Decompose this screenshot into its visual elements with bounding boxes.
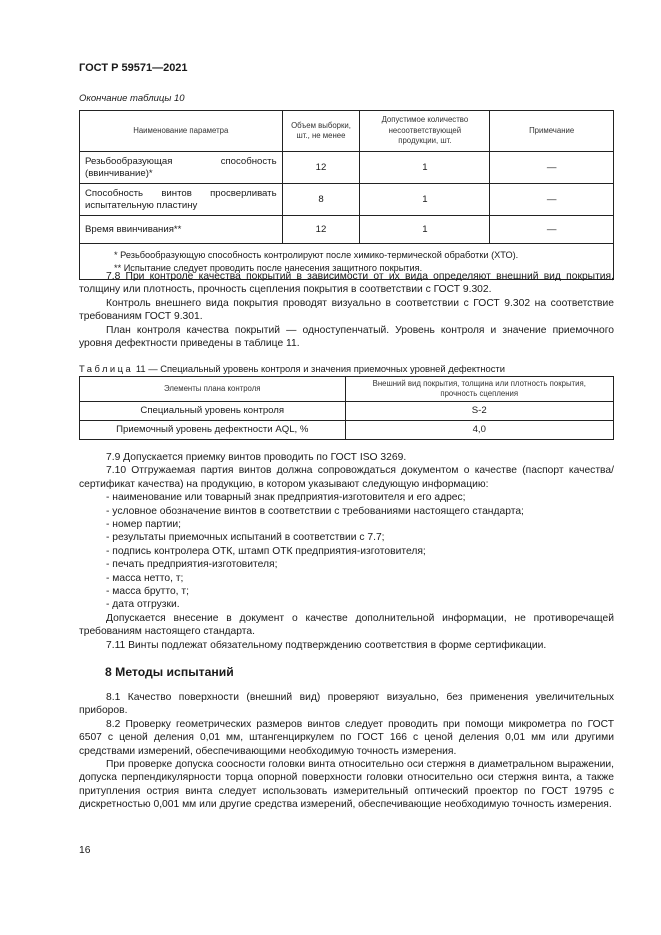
section-7-continued: [79, 451, 614, 652]
list-item: - наименование или товарный знак предприятия-изготовителя и его адрес;: [106, 492, 466, 504]
section-8-heading: 8 Методы испытаний: [105, 665, 234, 679]
table-row: [80, 152, 614, 184]
table10-caption: Окончание таблицы 10: [79, 93, 185, 104]
paragraph-7-9: 7.9 Допускается приемку винтов проводить по ГОСТ ISO 3269.: [106, 452, 407, 463]
cell-value: S-2: [345, 402, 614, 421]
paragraph-8-1: 8.1 Качество поверхности (внешний вид) проверяют визуально, без применения увеличительных приборов.: [79, 692, 614, 717]
paragraph-additional-info: Допускается внесение в документ о качестве дополнительной информации, не противоречащей требованиям настоящего стандарта.: [79, 612, 614, 638]
list-item: - масса брутто, т;: [106, 586, 189, 598]
cell-allowed: 1: [360, 152, 490, 184]
list-item: - результаты приемочных испытаний в соответствии с 7.7;: [106, 532, 385, 544]
cell-sample: 12: [282, 152, 360, 184]
cell-note: —: [490, 152, 614, 184]
cell-parameter: Время ввинчивания**: [80, 216, 283, 244]
cell-sample: 12: [282, 216, 360, 244]
cell-parameter: Способность винтов просверливать испытательную пластину: [80, 184, 283, 216]
column-header: Объем выборки, шт., не менее: [282, 111, 360, 152]
table-11: [79, 376, 614, 440]
paragraph-8-2: 8.2 Проверку геометрических размеров винтов следует проводить при помощи микрометра по ГОСТ 6507 с ценой деления 0,01 мм, штангенциркулем по ГОСТ 166 с ценой деления 0,01 мм или другими средствами измерений, обеспечивающими необходимую точность измерения.: [79, 718, 614, 757]
cell-element: Специальный уровень контроля: [80, 402, 346, 421]
table11-caption: Таблица 11 — Специальный уровень контроля и значения приемочных уровней дефектности: [79, 363, 505, 374]
section-8-body: [79, 691, 614, 812]
cell-value: 4,0: [345, 421, 614, 440]
list-item: - условное обозначение винтов в соответствии с требованиями настоящего стандарта;: [106, 505, 524, 517]
paragraph-7-10: 7.10 Отгружаемая партия винтов должна сопровождаться документом о качестве (паспорт качества/сертификат качества) на продукцию, в котором указывают следующую информацию:: [79, 465, 614, 490]
list-item: - печать предприятия-изготовителя;: [106, 559, 278, 571]
document-header: ГОСТ Р 59571—2021: [79, 62, 188, 74]
table-10: [79, 110, 614, 280]
table-row: [80, 216, 614, 244]
list-item: - номер партии;: [106, 519, 181, 531]
column-header: Примечание: [490, 111, 614, 152]
list-item: - подпись контролера ОТК, штамп ОТК предприятия-изготовителя;: [106, 545, 426, 557]
table-row: [80, 402, 614, 421]
list-item: - масса нетто, т;: [106, 572, 184, 584]
column-header: Допустимое количество несоответствующей продукции, шт.: [360, 111, 490, 152]
paragraph-8-2-continued: При проверке допуска соосности головки винта относительно оси стержня в диаметральном выражении, допуска перпендикулярности торца опорной поверхности головки относительно оси стержня винта, а также притупления острия винта следует использовать измерительный оптический проектор по ГОСТ 19795 с дискретностью 0,001 мм или другие средства измерений, обеспечивающие необходимую точность измерения.: [79, 759, 614, 811]
column-header: Наименование параметра: [80, 111, 283, 152]
cell-note: —: [490, 216, 614, 244]
footnote: * Резьбообразующую способность контролируют после химико-термической обработки (ХТО).: [114, 250, 519, 260]
cell-parameter: Резьбообразующая способность (ввинчивание)*: [80, 152, 283, 184]
page-number: 16: [79, 845, 91, 856]
list-item: - дата отгрузки.: [106, 599, 180, 611]
footnote: ** Испытание следует проводить после нанесения защитного покрытия.: [114, 263, 423, 273]
cell-element: Приемочный уровень дефектности AQL, %: [80, 421, 346, 440]
cell-sample: 8: [282, 184, 360, 216]
table-row: [80, 421, 614, 440]
paragraph-7-11: 7.11 Винты подлежат обязательному подтверждению соответствия в форме сертификации.: [106, 639, 547, 651]
cell-allowed: 1: [360, 216, 490, 244]
column-header: Внешний вид покрытия, толщина или плотность покрытия, прочность сцепления: [345, 377, 614, 402]
cell-note: —: [490, 184, 614, 216]
paragraph-7-8: 7.8 При контроле качества покрытий в зависимости от их вида определяют внешний вид покрытия, толщину или плотность, прочность сцепления покрытия в соответствии с ГОСТ 9.302. Контроль внешнего вида покрытия проводят визуально в соответствии с ГОСТ 9.302 на соответствие требованиям ГОСТ 9.301. План контроля качества покрытий — одноступенчатый. Уровень контроля и значение приемочного уровня дефектности приведены в таблице 11.: [79, 271, 614, 350]
column-header: Элементы плана контроля: [80, 377, 346, 402]
table-header-row: [80, 111, 614, 152]
cell-allowed: 1: [360, 184, 490, 216]
table-row: [80, 184, 614, 216]
table-header-row: [80, 377, 614, 402]
